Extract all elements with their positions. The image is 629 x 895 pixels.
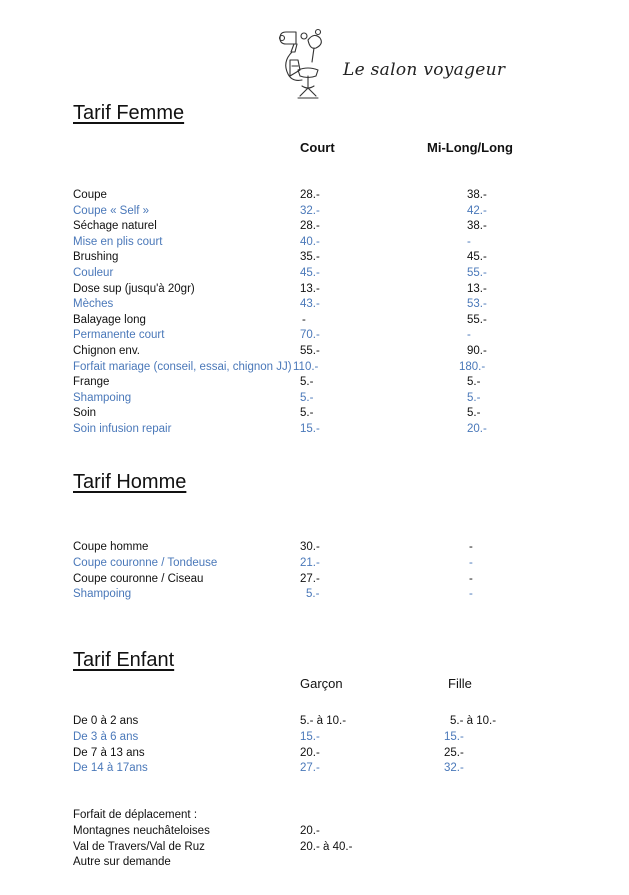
service-label: Shampoing [73,392,132,404]
price-garcon: 27.- [300,762,320,774]
price-fille: 5.- à 10.- [450,715,497,727]
service-label: Mise en plis court [73,236,163,248]
salon-logo-icon [268,26,330,102]
price-long: - [467,236,471,248]
service-label: Séchage naturel [73,220,157,232]
price-long: 38.- [467,220,487,232]
price-long: 38.- [467,189,487,201]
age-label: De 14 à 17ans [73,762,148,774]
price-garcon: 20.- [300,747,320,759]
femme-col-long: Mi-Long/Long [427,140,513,155]
service-label: Coupe couronne / Tondeuse [73,557,218,569]
service-label: Balayage long [73,314,146,326]
price-court: 13.- [300,283,320,295]
price-court: 45.- [300,267,320,279]
price-row [0,571,629,587]
service-label: Coupe « Self » [73,205,150,217]
enfant-col-fille: Fille [448,676,472,691]
deplacement-row [0,839,629,855]
price-row [0,760,629,776]
age-label: De 0 à 2 ans [73,715,139,727]
service-label: Brushing [73,251,119,263]
age-label: De 7 à 13 ans [73,747,145,759]
service-label: Frange [73,376,110,388]
price-court: 27.- [300,573,320,585]
price-long: 90.- [467,345,487,357]
deplacement-footer [0,854,629,870]
service-label: Coupe couronne / Ciseau [73,573,204,585]
enfant-section-title: Tarif Enfant [73,649,175,671]
price-long: 13.- [467,283,487,295]
price-court: 43.- [300,298,320,310]
deplacement-footer-text: Autre sur demande [73,856,171,868]
price-row [0,265,629,281]
femme-section-title: Tarif Femme [73,102,185,124]
service-label: Soin [73,407,97,419]
price-court: 55.- [300,345,320,357]
service-label: Dose sup (jusqu'à 20gr) [73,283,195,295]
price-row [0,343,629,359]
price-fille: 25.- [444,747,464,759]
price-court: 110.- [293,361,319,373]
price-row [0,374,629,390]
price-long: 55.- [467,314,487,326]
price-row [0,390,629,406]
zone-price: 20.- [300,825,320,837]
price-long: - [467,329,471,341]
price-court: - [302,314,306,326]
price-row [0,729,629,745]
price-row [0,586,629,602]
price-row [0,359,629,375]
price-court: 5.- [300,407,314,419]
price-fille: 32.- [444,762,464,774]
price-row [0,555,629,571]
price-court: 5.- [300,376,314,388]
service-label: Couleur [73,267,114,279]
service-label: Permanente court [73,329,165,341]
service-label: Coupe homme [73,541,149,553]
zone-label: Montagnes neuchâteloises [73,825,210,837]
price-long: 53.- [467,298,487,310]
enfant-col-garcon: Garçon [300,676,343,691]
homme-section-title: Tarif Homme [73,471,187,493]
price-long: 5.- [467,376,481,388]
service-label: Coupe [73,189,107,201]
price-long: - [469,541,473,553]
service-label: Soin infusion repair [73,423,172,435]
service-label: Shampoing [73,588,132,600]
price-court: 32.- [300,205,320,217]
service-label: Mèches [73,298,114,310]
deplacement-heading-text: Forfait de déplacement : [73,809,198,821]
deplacement-heading [0,807,629,823]
price-court: 70.- [300,329,320,341]
price-fille: 15.- [444,731,464,743]
price-row [0,296,629,312]
price-row [0,281,629,297]
price-court: 30.- [300,541,320,553]
price-long: 5.- [467,407,481,419]
price-row [0,218,629,234]
price-court: 21.- [300,557,320,569]
price-court: 28.- [300,189,320,201]
price-row [0,249,629,265]
price-row [0,203,629,219]
price-row [0,187,629,203]
price-court: 15.- [300,423,320,435]
salon-brand-name: Le salon voyageur [343,60,506,80]
price-court: 5.- [300,392,314,404]
price-long: 42.- [467,205,487,217]
price-long: 5.- [467,392,481,404]
price-garcon: 5.- à 10.- [300,715,347,727]
price-row [0,327,629,343]
price-court: 5.- [306,588,320,600]
deplacement-row [0,823,629,839]
zone-price: 20.- à 40.- [300,841,353,853]
price-long: 20.- [467,423,487,435]
price-long: - [469,573,473,585]
price-row [0,745,629,761]
femme-col-court: Court [300,140,335,155]
age-label: De 3 à 6 ans [73,731,139,743]
price-court: 40.- [300,236,320,248]
price-row [0,234,629,250]
price-row [0,421,629,437]
price-court: 35.- [300,251,320,263]
price-row [0,539,629,555]
price-long: 180.- [459,361,486,373]
service-label: Forfait mariage (conseil, essai, chignon JJ) [73,361,292,373]
price-long: - [469,588,473,600]
price-long: 45.- [467,251,487,263]
price-long: - [469,557,473,569]
price-court: 28.- [300,220,320,232]
price-row [0,713,629,729]
price-long: 55.- [467,267,487,279]
price-row [0,405,629,421]
service-label: Chignon env. [73,345,140,357]
zone-label: Val de Travers/Val de Ruz [73,841,205,853]
price-row [0,312,629,328]
price-garcon: 15.- [300,731,320,743]
